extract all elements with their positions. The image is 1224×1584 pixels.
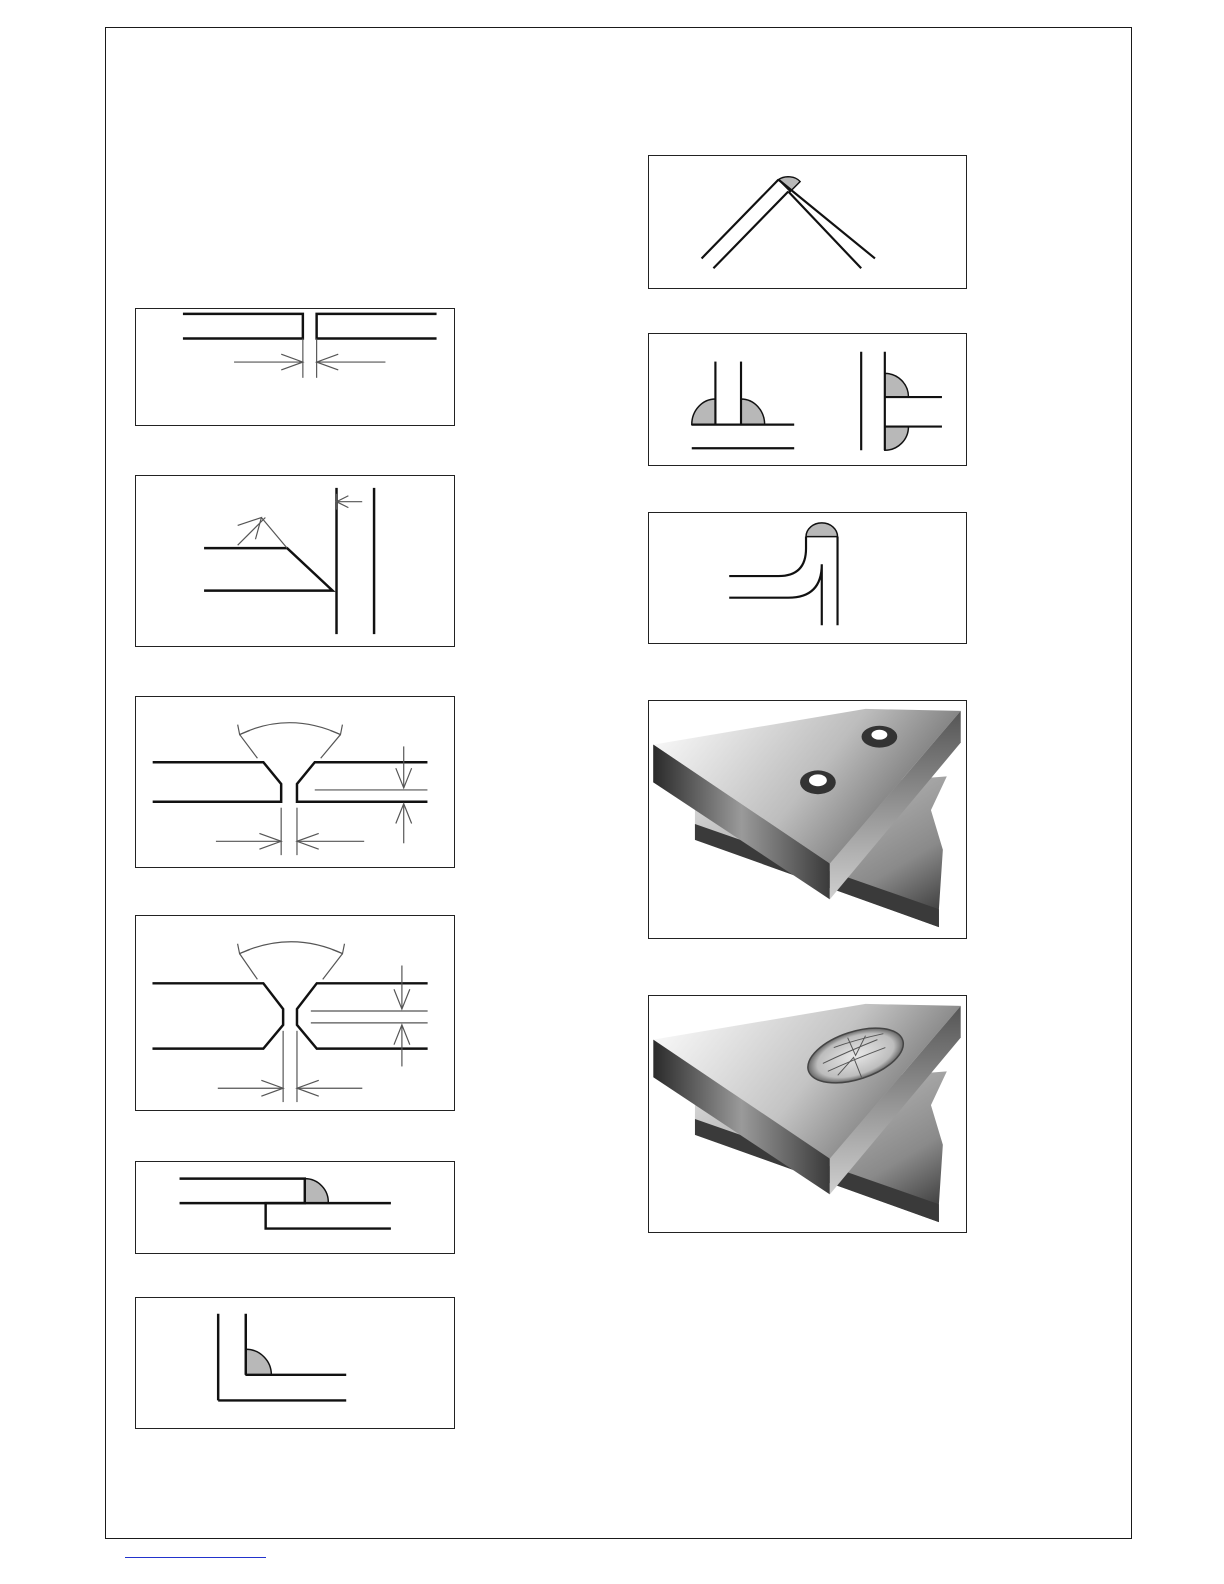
- t-joints-diagram: [648, 333, 967, 466]
- butt-joint-gap-drawing: [136, 309, 454, 425]
- lap-joint-drawing: [136, 1162, 454, 1253]
- lap-joint-diagram: [135, 1161, 455, 1254]
- t-joints-drawing: [649, 334, 966, 465]
- plug-weld-drawing: [649, 996, 966, 1232]
- double-v-groove-diagram: [135, 915, 455, 1111]
- outside-corner-drawing: [649, 156, 966, 288]
- single-bevel-drawing: [136, 476, 454, 646]
- edge-flange-diagram: [648, 512, 967, 644]
- single-v-groove-diagram: [135, 696, 455, 868]
- edge-flange-drawing: [649, 513, 966, 643]
- outside-corner-diagram: [648, 155, 967, 289]
- plug-weld-diagram: [648, 995, 967, 1233]
- single-v-groove-drawing: [136, 697, 454, 867]
- spot-welds-diagram: [648, 700, 967, 939]
- double-v-groove-drawing: [136, 916, 454, 1110]
- butt-joint-gap-diagram: [135, 308, 455, 426]
- spot-welds-drawing: [649, 701, 966, 938]
- footer-link-underline[interactable]: [125, 1557, 266, 1558]
- single-bevel-diagram: [135, 475, 455, 647]
- corner-fillet-diagram: [135, 1297, 455, 1429]
- corner-fillet-drawing: [136, 1298, 454, 1428]
